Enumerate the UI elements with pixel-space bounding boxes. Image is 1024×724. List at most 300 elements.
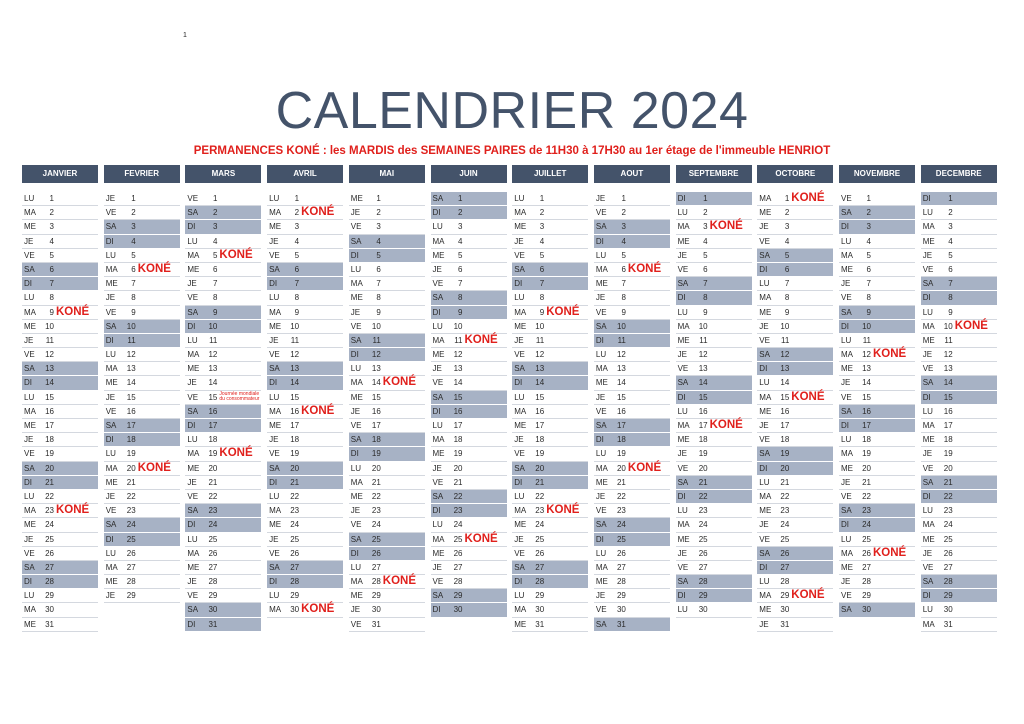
- day-name: ME: [269, 222, 282, 232]
- day-number: 16: [862, 406, 871, 416]
- day-number: 12: [45, 350, 54, 360]
- day-name: SA: [922, 477, 934, 487]
- day-number: 25: [126, 534, 136, 544]
- kone-permanence-label: KONÉ: [464, 333, 498, 346]
- day-name: DI: [187, 222, 196, 232]
- day-number: 24: [45, 520, 54, 530]
- day-name: SA: [187, 506, 199, 516]
- day-row: [22, 518, 98, 532]
- day-name: SA: [269, 364, 280, 374]
- day-number: 8: [131, 293, 136, 303]
- day-number: 4: [131, 236, 136, 246]
- day-number: 23: [698, 506, 708, 516]
- day-number: 9: [703, 307, 708, 317]
- day-row: [267, 220, 343, 234]
- day-name: SA: [677, 279, 689, 289]
- day-row: [512, 547, 588, 561]
- day-name: DI: [269, 477, 278, 487]
- kone-permanence-label: KONÉ: [709, 220, 743, 233]
- day-name: MA: [514, 506, 527, 516]
- day-number: 5: [376, 250, 381, 260]
- day-name: LU: [187, 236, 198, 246]
- day-number: 2: [49, 208, 54, 218]
- day-name: LU: [350, 264, 362, 274]
- day-name: ME: [432, 548, 445, 558]
- day-number: 29: [45, 591, 54, 601]
- day-row: [22, 533, 98, 547]
- day-row: [185, 490, 261, 504]
- day-row: [512, 447, 588, 461]
- day-number: 7: [866, 279, 871, 289]
- day-name: VE: [595, 406, 607, 416]
- day-name: MA: [841, 250, 853, 260]
- day-number: 16: [616, 406, 626, 416]
- day-row: [185, 348, 261, 362]
- day-name: MA: [677, 321, 690, 331]
- day-name: VE: [595, 506, 607, 516]
- day-name: MA: [24, 506, 36, 516]
- day-number: 15: [371, 392, 381, 402]
- day-number: 23: [126, 506, 136, 516]
- kone-permanence-label: KONÉ: [546, 305, 580, 318]
- day-row: [921, 334, 997, 348]
- day-row: [839, 235, 915, 249]
- day-name: ME: [24, 619, 36, 629]
- day-name: VE: [269, 350, 280, 360]
- day-row: [676, 405, 752, 419]
- day-row: [676, 561, 752, 575]
- day-name: VE: [269, 449, 280, 459]
- day-number: 11: [209, 335, 218, 345]
- day-name: VE: [841, 293, 852, 303]
- day-name: ME: [514, 520, 527, 530]
- day-name: ME: [595, 279, 608, 289]
- day-row: [431, 476, 507, 490]
- kone-permanence-label: KONÉ: [382, 376, 417, 389]
- day-row: [431, 433, 507, 447]
- day-row: [267, 547, 343, 561]
- month-column: [757, 165, 833, 632]
- kone-permanence-label: KONÉ: [219, 248, 253, 261]
- day-name: LU: [677, 506, 688, 516]
- day-name: DI: [432, 506, 441, 516]
- day-name: JE: [105, 392, 116, 402]
- day-row: [839, 533, 915, 547]
- day-name: LU: [269, 194, 280, 203]
- day-name: VE: [187, 591, 199, 601]
- day-row: [757, 462, 833, 476]
- day-number: 16: [943, 406, 953, 416]
- day-name: VE: [514, 548, 525, 558]
- day-name: VE: [841, 194, 852, 203]
- day-name: MA: [677, 520, 690, 530]
- day-row: [921, 419, 997, 433]
- day-row: [921, 533, 997, 547]
- day-row: [839, 405, 915, 419]
- day-number: 28: [126, 577, 136, 587]
- day-number: 12: [862, 350, 871, 360]
- day-row: [267, 589, 343, 603]
- day-row: [431, 362, 507, 376]
- day-number: 6: [621, 264, 626, 274]
- day-row: [512, 235, 588, 249]
- day-number: 3: [703, 222, 708, 232]
- day-name: LU: [24, 491, 35, 501]
- day-row: [104, 533, 180, 547]
- day-number: 17: [862, 421, 871, 430]
- day-number: 24: [943, 520, 953, 530]
- day-number: 15: [126, 392, 136, 402]
- day-name: ME: [759, 506, 772, 516]
- day-number: 20: [780, 463, 790, 473]
- month-column: [676, 165, 752, 618]
- day-row: [839, 263, 915, 277]
- day-number: 16: [453, 406, 463, 416]
- day-row: [921, 589, 997, 603]
- day-row: [757, 447, 833, 461]
- day-row: [431, 220, 507, 234]
- day-name: JE: [187, 378, 197, 388]
- day-name: LU: [105, 250, 116, 260]
- day-number: 18: [943, 435, 953, 445]
- day-row: [267, 277, 343, 291]
- day-name: JE: [759, 321, 769, 331]
- day-name: SA: [595, 222, 607, 232]
- day-name: VE: [105, 406, 117, 416]
- day-name: LU: [677, 307, 688, 317]
- day-row: [267, 433, 343, 447]
- day-row: [104, 277, 180, 291]
- kone-permanence-label: KONÉ: [464, 532, 498, 545]
- day-name: SA: [350, 335, 362, 345]
- day-row: [104, 433, 180, 447]
- day-number: 5: [703, 250, 708, 260]
- day-row: [349, 490, 425, 504]
- day-name: JE: [922, 449, 933, 459]
- day-name: LU: [350, 463, 362, 473]
- day-name: ME: [187, 463, 200, 473]
- day-number: 16: [208, 406, 218, 416]
- day-name: ME: [841, 264, 853, 274]
- day-row: [104, 192, 180, 206]
- day-row: [349, 447, 425, 461]
- day-name: MA: [514, 307, 527, 317]
- day-name: ME: [759, 208, 772, 218]
- day-row: [676, 589, 752, 603]
- day-name: JE: [595, 491, 606, 501]
- day-name: JE: [922, 350, 933, 360]
- day-name: SA: [105, 520, 117, 530]
- day-number: 6: [784, 264, 790, 274]
- day-name: VE: [187, 194, 199, 203]
- day-row: [104, 362, 180, 376]
- day-name: DI: [841, 520, 849, 530]
- day-row: [757, 476, 833, 490]
- day-row: [512, 362, 588, 376]
- day-number: 31: [208, 619, 218, 629]
- day-row: [431, 490, 507, 504]
- day-name: DI: [24, 577, 32, 587]
- page-title: CALENDRIER 2024: [275, 82, 749, 140]
- day-name: VE: [432, 279, 444, 289]
- day-row: [349, 561, 425, 575]
- day-number: 3: [294, 222, 300, 232]
- day-name: ME: [105, 378, 118, 388]
- day-name: MA: [269, 605, 282, 615]
- day-row: [921, 362, 997, 376]
- day-number: 14: [453, 378, 463, 388]
- day-number: 6: [294, 264, 300, 274]
- day-row: [104, 206, 180, 220]
- day-number: 25: [290, 534, 300, 544]
- day-row: [267, 476, 343, 490]
- day-row: [22, 504, 98, 518]
- day-row: [267, 603, 343, 617]
- day-row: [839, 419, 915, 433]
- day-name: SA: [759, 350, 770, 360]
- day-number: 30: [698, 605, 708, 615]
- day-row: [676, 504, 752, 518]
- day-name: DI: [105, 236, 114, 246]
- day-number: 31: [45, 619, 54, 629]
- day-name: SA: [841, 506, 852, 516]
- day-number: 18: [616, 435, 626, 445]
- day-name: VE: [432, 477, 444, 487]
- day-row: [185, 235, 261, 249]
- day-number: 8: [376, 293, 381, 303]
- day-row: [185, 291, 261, 305]
- day-name: MA: [922, 520, 935, 530]
- day-number: 19: [208, 449, 218, 459]
- day-row: [839, 561, 915, 575]
- day-number: 3: [621, 222, 626, 232]
- day-number: 30: [862, 605, 871, 615]
- day-number: 24: [780, 520, 790, 530]
- day-number: 18: [862, 435, 871, 445]
- day-name: LU: [841, 236, 852, 246]
- kone-permanence-label: KONÉ: [791, 192, 825, 204]
- day-row: [267, 447, 343, 461]
- day-name: DI: [105, 335, 114, 345]
- day-name: JE: [432, 264, 442, 274]
- day-number: 18: [126, 435, 136, 445]
- day-row: [921, 391, 997, 405]
- day-name: SA: [841, 307, 852, 317]
- day-row: [757, 419, 833, 433]
- day-row: [349, 533, 425, 547]
- day-row: [757, 206, 833, 220]
- day-row: [185, 561, 261, 575]
- day-number: 2: [703, 208, 708, 218]
- day-number: 19: [780, 449, 790, 459]
- day-row: [594, 206, 670, 220]
- day-name: MA: [187, 449, 200, 459]
- day-row: [839, 547, 915, 561]
- day-row: [349, 462, 425, 476]
- day-name: LU: [922, 307, 933, 317]
- month-header: MAI: [349, 165, 425, 183]
- kone-permanence-label: KONÉ: [791, 390, 825, 403]
- day-row: [839, 362, 915, 376]
- day-number: 10: [616, 321, 626, 331]
- day-number: 5: [49, 250, 54, 260]
- day-row: [921, 192, 997, 206]
- day-name: ME: [677, 435, 690, 445]
- day-row: [104, 405, 180, 419]
- day-row: [676, 263, 752, 277]
- day-number: 14: [780, 378, 790, 388]
- day-name: MA: [595, 463, 608, 473]
- day-number: 17: [290, 421, 300, 430]
- day-row: [104, 504, 180, 518]
- day-number: 12: [290, 350, 300, 360]
- day-number: 24: [616, 520, 626, 530]
- day-row: [594, 235, 670, 249]
- day-row: [349, 362, 425, 376]
- day-row: [757, 561, 833, 575]
- day-number: 30: [290, 605, 300, 615]
- day-name: MA: [841, 548, 853, 558]
- day-number: 18: [208, 435, 218, 445]
- day-name: LU: [922, 605, 933, 615]
- day-name: SA: [514, 264, 525, 274]
- day-number: 4: [49, 236, 54, 246]
- day-name: DI: [187, 619, 196, 629]
- day-row: [676, 277, 752, 291]
- day-number: 5: [539, 250, 545, 260]
- day-name: LU: [432, 520, 443, 530]
- day-row: [185, 334, 261, 348]
- day-row: [104, 391, 180, 405]
- day-name: VE: [759, 236, 770, 246]
- day-number: 7: [458, 279, 463, 289]
- day-name: VE: [105, 307, 117, 317]
- day-number: 30: [371, 605, 381, 615]
- day-row: [676, 462, 752, 476]
- corner-mark: 1: [183, 32, 187, 39]
- day-name: JE: [350, 406, 361, 416]
- day-name: MA: [350, 577, 363, 587]
- day-number: 13: [616, 364, 626, 374]
- day-number: 5: [621, 250, 626, 260]
- day-row: [349, 575, 425, 589]
- kone-permanence-label: KONÉ: [56, 504, 90, 517]
- day-row: [921, 306, 997, 320]
- day-number: 8: [866, 293, 871, 303]
- day-name: VE: [922, 264, 934, 274]
- day-row: [594, 447, 670, 461]
- day-number: 19: [943, 449, 953, 459]
- day-name: SA: [269, 562, 280, 572]
- day-row: [594, 462, 670, 476]
- day-name: ME: [24, 421, 36, 430]
- day-name: MA: [105, 562, 118, 572]
- day-number: 1: [49, 194, 54, 203]
- day-row: [676, 391, 752, 405]
- day-number: 4: [376, 236, 381, 246]
- day-name: DI: [432, 307, 441, 317]
- day-number: 21: [126, 477, 136, 487]
- day-name: JE: [595, 293, 606, 303]
- day-row: [512, 192, 588, 206]
- day-row: [22, 490, 98, 504]
- day-row: [267, 362, 343, 376]
- day-number: 1: [703, 194, 708, 203]
- day-row: [594, 277, 670, 291]
- day-number: 19: [862, 449, 871, 459]
- day-name: JE: [432, 364, 442, 374]
- day-name: SA: [922, 378, 934, 388]
- day-number: 10: [780, 321, 790, 331]
- day-number: 18: [371, 435, 381, 445]
- day-name: SA: [432, 392, 444, 402]
- day-number: 7: [948, 279, 953, 289]
- day-name: DI: [922, 194, 931, 203]
- day-name: VE: [759, 534, 770, 544]
- day-row: [921, 206, 997, 220]
- day-row: [757, 433, 833, 447]
- day-number: 21: [290, 477, 300, 487]
- day-name: ME: [922, 335, 935, 345]
- day-number: 2: [539, 208, 545, 218]
- day-number: 25: [208, 534, 218, 544]
- day-name: SA: [187, 605, 199, 615]
- day-row: [757, 334, 833, 348]
- day-row: [431, 348, 507, 362]
- day-number: 9: [49, 307, 54, 317]
- day-number: 27: [698, 562, 708, 572]
- day-row: [349, 603, 425, 617]
- day-name: MA: [514, 406, 527, 416]
- day-number: 27: [453, 562, 463, 572]
- day-number: 1: [539, 194, 545, 203]
- day-row: [594, 334, 670, 348]
- day-number: 21: [371, 477, 381, 487]
- day-number: 10: [862, 321, 871, 331]
- day-name: MA: [24, 406, 36, 416]
- day-name: DI: [922, 591, 931, 601]
- day-number: 16: [371, 406, 381, 416]
- day-name: JE: [922, 250, 933, 260]
- day-number: 14: [943, 378, 953, 388]
- day-number: 10: [126, 321, 136, 331]
- day-number: 23: [290, 506, 300, 516]
- day-row: [594, 547, 670, 561]
- day-name: JE: [841, 577, 851, 587]
- kone-permanence-label: KONÉ: [382, 575, 417, 588]
- day-number: 14: [45, 378, 54, 388]
- day-number: 26: [616, 548, 626, 558]
- day-number: 13: [698, 364, 708, 374]
- day-row: [431, 419, 507, 433]
- day-number: 24: [208, 520, 218, 530]
- day-name: SA: [24, 264, 35, 274]
- day-row: [839, 306, 915, 320]
- day-row: [185, 575, 261, 589]
- day-name: JE: [269, 435, 279, 445]
- day-row: [267, 263, 343, 277]
- day-row: [757, 391, 833, 405]
- day-name: LU: [514, 194, 525, 203]
- day-row: [676, 433, 752, 447]
- day-number: 8: [49, 293, 54, 303]
- day-number: 30: [943, 605, 953, 615]
- day-row: [431, 462, 507, 476]
- day-name: VE: [677, 562, 689, 572]
- day-row: [594, 362, 670, 376]
- day-number: 26: [371, 548, 381, 558]
- day-number: 30: [780, 605, 790, 615]
